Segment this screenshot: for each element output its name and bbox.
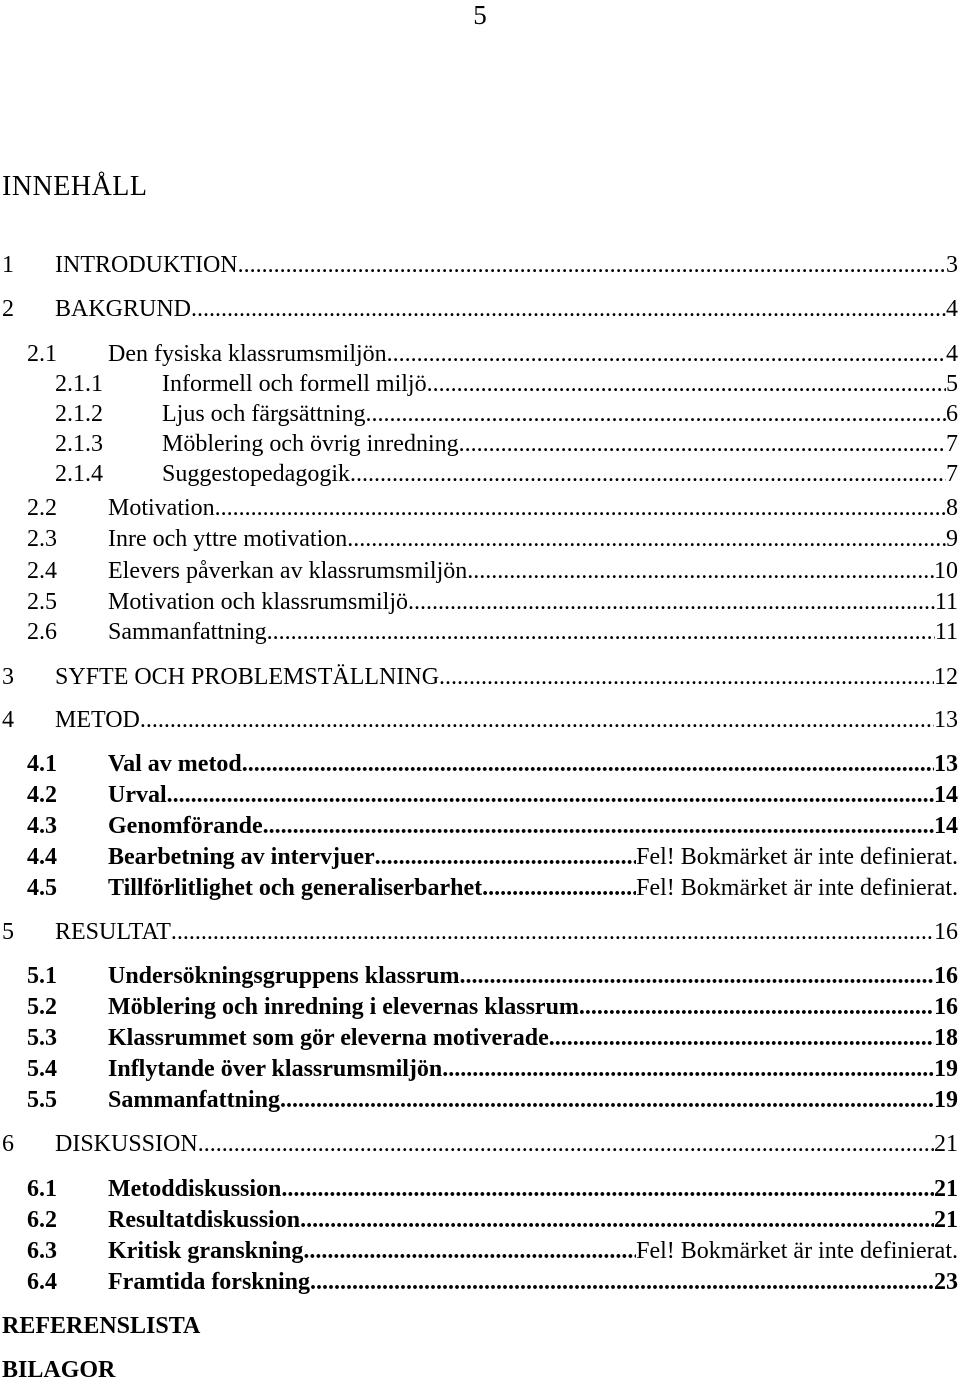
toc-entry-number: 5: [2, 919, 14, 945]
toc-entry-number: 2.5: [27, 589, 57, 615]
toc-entry-title: BAKGRUND: [55, 296, 192, 322]
toc-dot-leader: [467, 557, 934, 585]
toc-entry-page: 21: [934, 1207, 958, 1233]
toc-dot-leader: [263, 812, 934, 840]
toc-entry-number: 4.3: [27, 813, 57, 839]
toc-entry[interactable]: [0, 1175, 958, 1203]
toc-dot-leader: [427, 370, 946, 398]
toc-entry-number: 4.1: [27, 751, 57, 777]
toc-entry-title: INTRODUKTION: [55, 252, 238, 278]
toc-entry[interactable]: [0, 1130, 958, 1158]
toc-entry[interactable]: [0, 588, 958, 616]
toc-bilagor[interactable]: BILAGOR: [2, 1357, 116, 1383]
toc-entry[interactable]: [0, 962, 958, 990]
toc-entry-title: Elevers påverkan av klassrumsmiljön: [108, 558, 468, 584]
toc-dot-leader: [300, 1206, 934, 1234]
toc-entry-number: 6.1: [27, 1176, 57, 1202]
toc-entry[interactable]: [0, 340, 958, 368]
toc-entry-page: 21: [934, 1131, 958, 1157]
toc-entry-page: 18: [934, 1025, 958, 1051]
toc-entry-page: 8: [946, 495, 958, 521]
toc-entry-title: Möblering och övrig inredning: [162, 431, 459, 457]
toc-entry[interactable]: [0, 812, 958, 840]
toc-entry-page: 16: [934, 994, 958, 1020]
toc-entry[interactable]: [0, 663, 958, 691]
toc-entry-number: 2.1.2: [55, 401, 103, 427]
toc-entry-title: Sammanfattning: [108, 1087, 281, 1113]
toc-entry-title: Motivation: [108, 495, 215, 521]
toc-entry-number: 6: [2, 1131, 14, 1157]
toc-entry-number: 4.5: [27, 875, 57, 901]
toc-entry[interactable]: [0, 874, 958, 902]
toc-entry-page: 23: [934, 1269, 958, 1295]
toc-entry-page: 4: [946, 296, 958, 322]
toc-entry-number: 2.3: [27, 526, 57, 552]
toc-entry-title: Kritisk granskning: [108, 1238, 304, 1264]
toc-referenslista[interactable]: REFERENSLISTA: [2, 1313, 201, 1339]
toc-entry[interactable]: [0, 494, 958, 522]
toc-entry-title: Resultatdiskussion: [108, 1207, 301, 1233]
toc-entry-number: 6.4: [27, 1269, 57, 1295]
toc-entry-page: 11: [934, 589, 958, 615]
toc-dot-leader: [215, 494, 946, 522]
toc-dot-leader: [350, 460, 946, 488]
toc-entry-title: Metoddiskussion: [108, 1176, 282, 1202]
toc-entry[interactable]: [0, 1055, 958, 1083]
toc-dot-leader: [549, 1024, 934, 1052]
toc-entry[interactable]: [0, 525, 958, 553]
toc-entry[interactable]: [0, 295, 958, 323]
toc-entry-title: Motivation och klassrumsmiljö: [108, 589, 408, 615]
toc-entry-number: 2.1: [27, 341, 57, 367]
toc-dot-leader: [280, 1086, 934, 1114]
toc-entry[interactable]: [0, 557, 958, 585]
toc-heading: INNEHÅLL: [2, 171, 148, 202]
toc-dot-leader: [387, 340, 946, 368]
toc-entry-page: 14: [934, 813, 958, 839]
toc-dot-leader: [198, 1130, 934, 1158]
toc-dot-leader: [442, 1055, 934, 1083]
toc-entry-number: 2.1.1: [55, 371, 103, 397]
toc-entry-page: 4: [946, 341, 958, 367]
toc-entry[interactable]: [0, 1086, 958, 1114]
toc-entry[interactable]: [0, 706, 958, 734]
toc-entry-number: 2.6: [27, 619, 57, 645]
toc-dot-leader: [167, 781, 934, 809]
toc-entry-number: 6.3: [27, 1238, 57, 1264]
toc-dot-leader: [171, 918, 934, 946]
toc-entry-page: 14: [934, 782, 958, 808]
toc-entry[interactable]: [0, 1206, 958, 1234]
toc-entry-page: 19: [934, 1087, 958, 1113]
toc-entry-title: Bearbetning av intervjuer: [108, 844, 375, 870]
toc-entry-page: 10: [934, 558, 958, 584]
toc-entry-page: 16: [934, 963, 958, 989]
toc-entry-number: 1: [2, 252, 14, 278]
toc-dot-leader: [281, 1175, 934, 1203]
toc-entry[interactable]: [0, 370, 958, 398]
toc-entry-page: 9: [946, 526, 958, 552]
toc-entry[interactable]: [0, 918, 958, 946]
toc-entry-title: Val av metod: [108, 751, 242, 777]
toc-entry-page: Fel! Bokmärket är inte definierat.: [636, 844, 958, 870]
toc-entry-page: 7: [946, 431, 958, 457]
toc-entry[interactable]: [0, 993, 958, 1021]
toc-entry-title: Genomförande: [108, 813, 263, 839]
toc-entry[interactable]: [0, 618, 958, 646]
toc-entry-number: 2.1.4: [55, 461, 103, 487]
toc-entry-page: 12: [934, 664, 958, 690]
toc-entry-title: Inre och yttre motivation: [108, 526, 348, 552]
toc-entry-number: 5.2: [27, 994, 57, 1020]
toc-entry-page: 21: [934, 1176, 958, 1202]
toc-entry-page: 6: [946, 401, 958, 427]
toc-entry[interactable]: [0, 1237, 958, 1265]
toc-entry-title: Informell och formell miljö: [162, 371, 427, 397]
toc-entry-page: 11: [934, 619, 958, 645]
toc-entry-number: 5.4: [27, 1056, 57, 1082]
toc-entry-number: 5.5: [27, 1087, 57, 1113]
toc-entry-title: Tillförlitlighet och generaliserbarhet: [108, 875, 483, 901]
toc-entry-number: 4.2: [27, 782, 57, 808]
toc-entry[interactable]: [0, 251, 958, 279]
toc-entry-page: 13: [934, 751, 958, 777]
toc-entry-number: 2.4: [27, 558, 57, 584]
toc-entry-number: 2: [2, 296, 14, 322]
toc-entry-title: Inflytande över klassrumsmiljön: [108, 1056, 443, 1082]
toc-entry-title: SYFTE OCH PROBLEMSTÄLLNING: [55, 664, 440, 690]
toc-dot-leader: [375, 843, 636, 871]
toc-entry-number: 4.4: [27, 844, 57, 870]
toc-entry-page: 13: [934, 707, 958, 733]
toc-dot-leader: [267, 618, 935, 646]
toc-dot-leader: [191, 295, 946, 323]
toc-entry-number: 2.2: [27, 495, 57, 521]
toc-entry-title: Undersökningsgruppens klassrum: [108, 963, 460, 989]
toc-entry-title: Ljus och färgsättning: [162, 401, 366, 427]
toc-entry[interactable]: [0, 1024, 958, 1052]
toc-entry[interactable]: [0, 750, 958, 778]
toc-dot-leader: [366, 400, 946, 428]
toc-dot-leader: [310, 1268, 934, 1296]
toc-entry-number: 2.1.3: [55, 431, 103, 457]
toc-entry-title: Sammanfattning: [108, 619, 267, 645]
toc-entry-page: 16: [934, 919, 958, 945]
toc-entry[interactable]: [0, 843, 958, 871]
toc-dot-leader: [482, 874, 636, 902]
toc-entry-number: 5.1: [27, 963, 57, 989]
toc-entry[interactable]: [0, 430, 958, 458]
toc-entry-number: 5.3: [27, 1025, 57, 1051]
toc-entry-title: DISKUSSION: [55, 1131, 198, 1157]
toc-dot-leader: [347, 525, 946, 553]
toc-dot-leader: [459, 962, 934, 990]
toc-entry-title: Den fysiska klassrumsmiljön: [108, 341, 387, 367]
toc-dot-leader: [579, 993, 934, 1021]
toc-entry-page: Fel! Bokmärket är inte definierat.: [636, 875, 958, 901]
toc-entry-title: Framtida forskning: [108, 1269, 311, 1295]
toc-entry-number: 6.2: [27, 1207, 57, 1233]
toc-entry-page: 5: [946, 371, 958, 397]
toc-entry-title: METOD: [55, 707, 140, 733]
toc-dot-leader: [303, 1237, 636, 1265]
page-number: 5: [473, 0, 487, 30]
toc-entry-number: 4: [2, 707, 14, 733]
toc-entry-title: Möblering och inredning i elevernas klassrum: [108, 994, 579, 1020]
toc-entry-page: 3: [946, 252, 958, 278]
toc-entry-title: Suggestopedagogik: [162, 461, 350, 487]
toc-entry-title: RESULTAT: [55, 919, 171, 945]
toc-dot-leader: [140, 706, 934, 734]
toc-dot-leader: [238, 251, 946, 279]
toc-entry-title: Urval: [108, 782, 167, 808]
toc-entry-page: 19: [934, 1056, 958, 1082]
toc-entry[interactable]: [0, 1268, 958, 1296]
toc-entry-title: Klassrummet som gör eleverna motiverade: [108, 1025, 549, 1051]
toc-dot-leader: [408, 588, 935, 616]
toc-entry-page: 7: [946, 461, 958, 487]
toc-dot-leader: [459, 430, 946, 458]
toc-dot-leader: [439, 663, 934, 691]
toc-entry[interactable]: [0, 460, 958, 488]
toc-dot-leader: [242, 750, 934, 778]
toc-entry-page: Fel! Bokmärket är inte definierat.: [636, 1238, 958, 1264]
toc-entry-number: 3: [2, 664, 14, 690]
toc-entry[interactable]: [0, 781, 958, 809]
toc-entry[interactable]: [0, 400, 958, 428]
